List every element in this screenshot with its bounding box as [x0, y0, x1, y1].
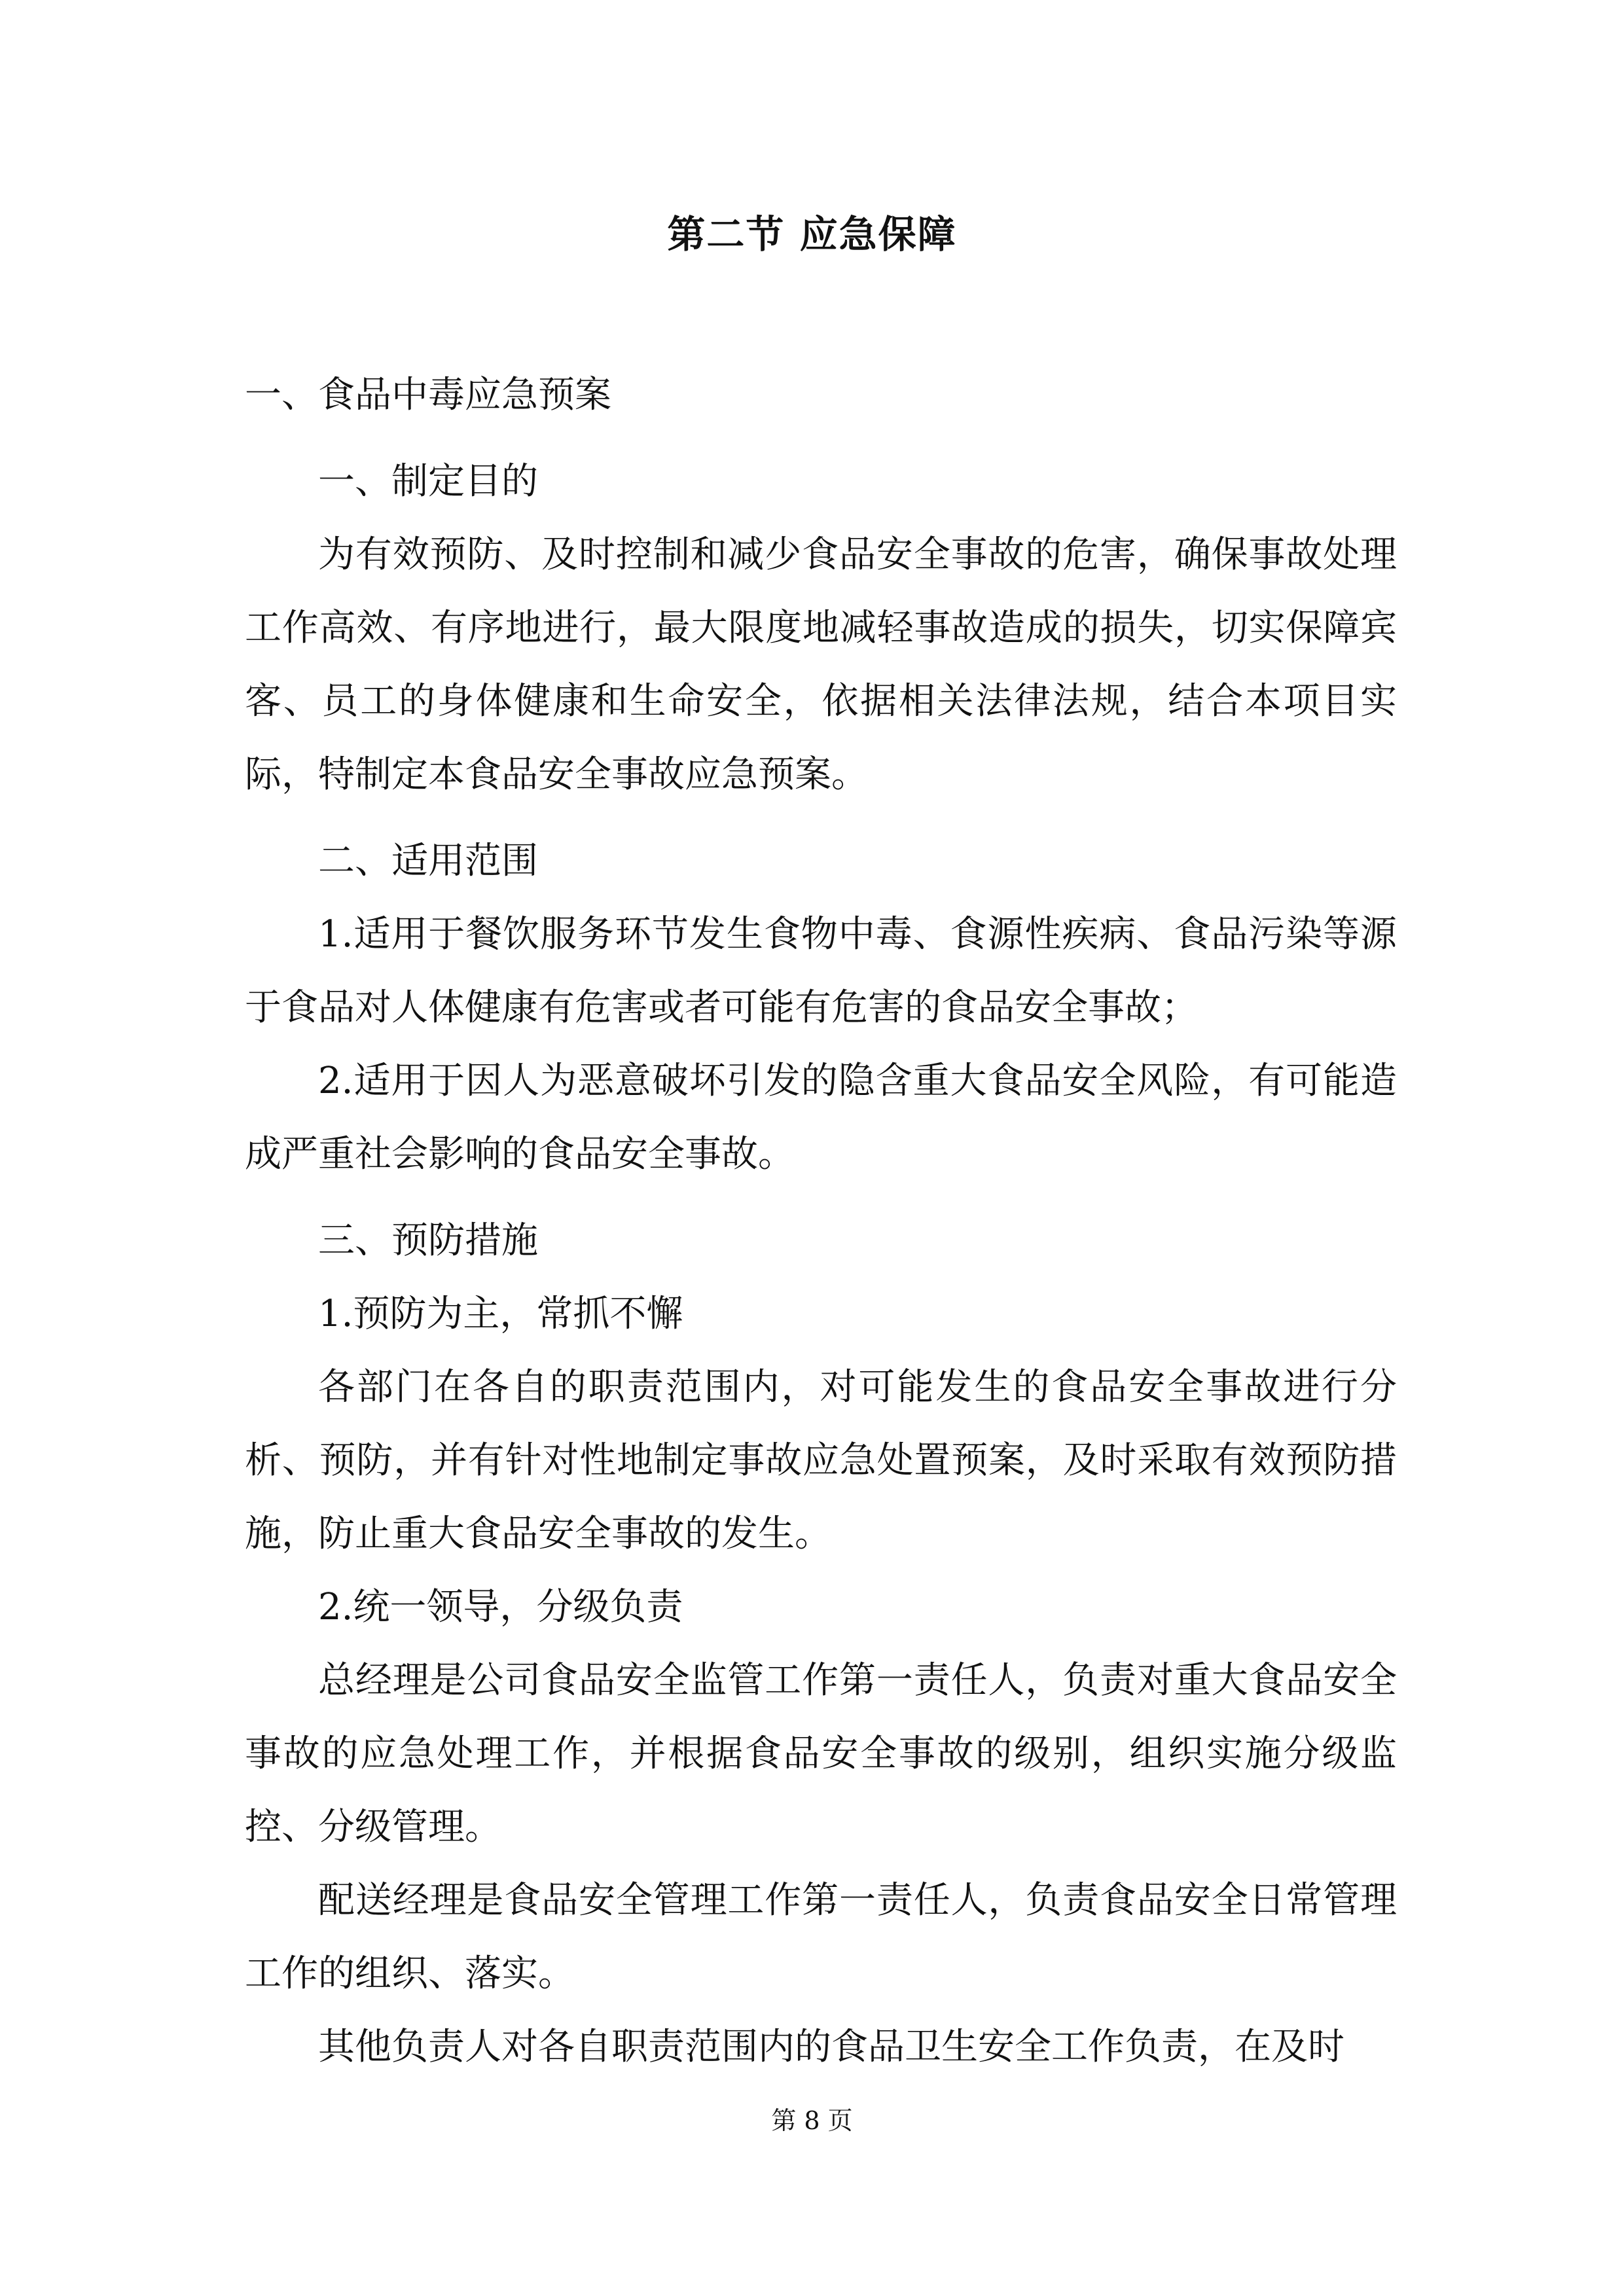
- document-body: [245, 359, 1397, 2084]
- section-heading: 一、食品中毒应急预案: [245, 374, 611, 416]
- prevention-item-1-title: 1.预防为主，常抓不懈: [318, 1293, 683, 1335]
- prevention-item-2-title: 2.统一领导，分级负责: [318, 1586, 683, 1628]
- purpose-paragraph: 为有效预防、及时控制和减少食品安全事故的危害，确保事故处理工作高效、有序地进行，最大限度地减轻事故造成的损失，切实保障宾客、员工的身体健康和生命安全，依据相关法律法规，结合本项目实际，特制定本食品安全事故应急预案。: [245, 533, 1397, 796]
- page-number: 第 8 页: [771, 2106, 853, 2135]
- scope-heading: 二、适用范围: [318, 840, 538, 882]
- prevention-item-2-text-3: 其他负责人对各自职责范围内的食品卫生安全工作负责，在及时: [318, 2026, 1344, 2068]
- prevention-item-1-text: 各部门在各自的职责范围内，对可能发生的食品安全事故进行分析、预防，并有针对性地制定事故应急处置预案，及时采取有效预防措施，防止重大食品安全事故的发生。: [245, 1366, 1397, 1555]
- scope-item-1: 1.适用于餐饮服务环节发生食物中毒、食源性疾病、食品污染等源于食品对人体健康有危害或者可能有危害的食品安全事故；: [245, 913, 1397, 1029]
- prevention-heading: 三、预防措施: [318, 1219, 538, 1262]
- prevention-item-2-text-1: 总经理是公司食品安全监管工作第一责任人，负责对重大食品安全事故的应急处理工作，并根据食品安全事故的级别，组织实施分级监控、分级管理。: [245, 1659, 1397, 1848]
- scope-item-2: 2.适用于因人为恶意破坏引发的隐含重大食品安全风险，有可能造成严重社会影响的食品安全事故。: [245, 1060, 1397, 1175]
- purpose-heading: 一、制定目的: [318, 460, 538, 503]
- prevention-item-2-text-2: 配送经理是食品安全管理工作第一责任人，负责食品安全日常管理工作的组织、落实。: [245, 1879, 1397, 1995]
- page-title: 第二节 应急保障: [667, 212, 957, 257]
